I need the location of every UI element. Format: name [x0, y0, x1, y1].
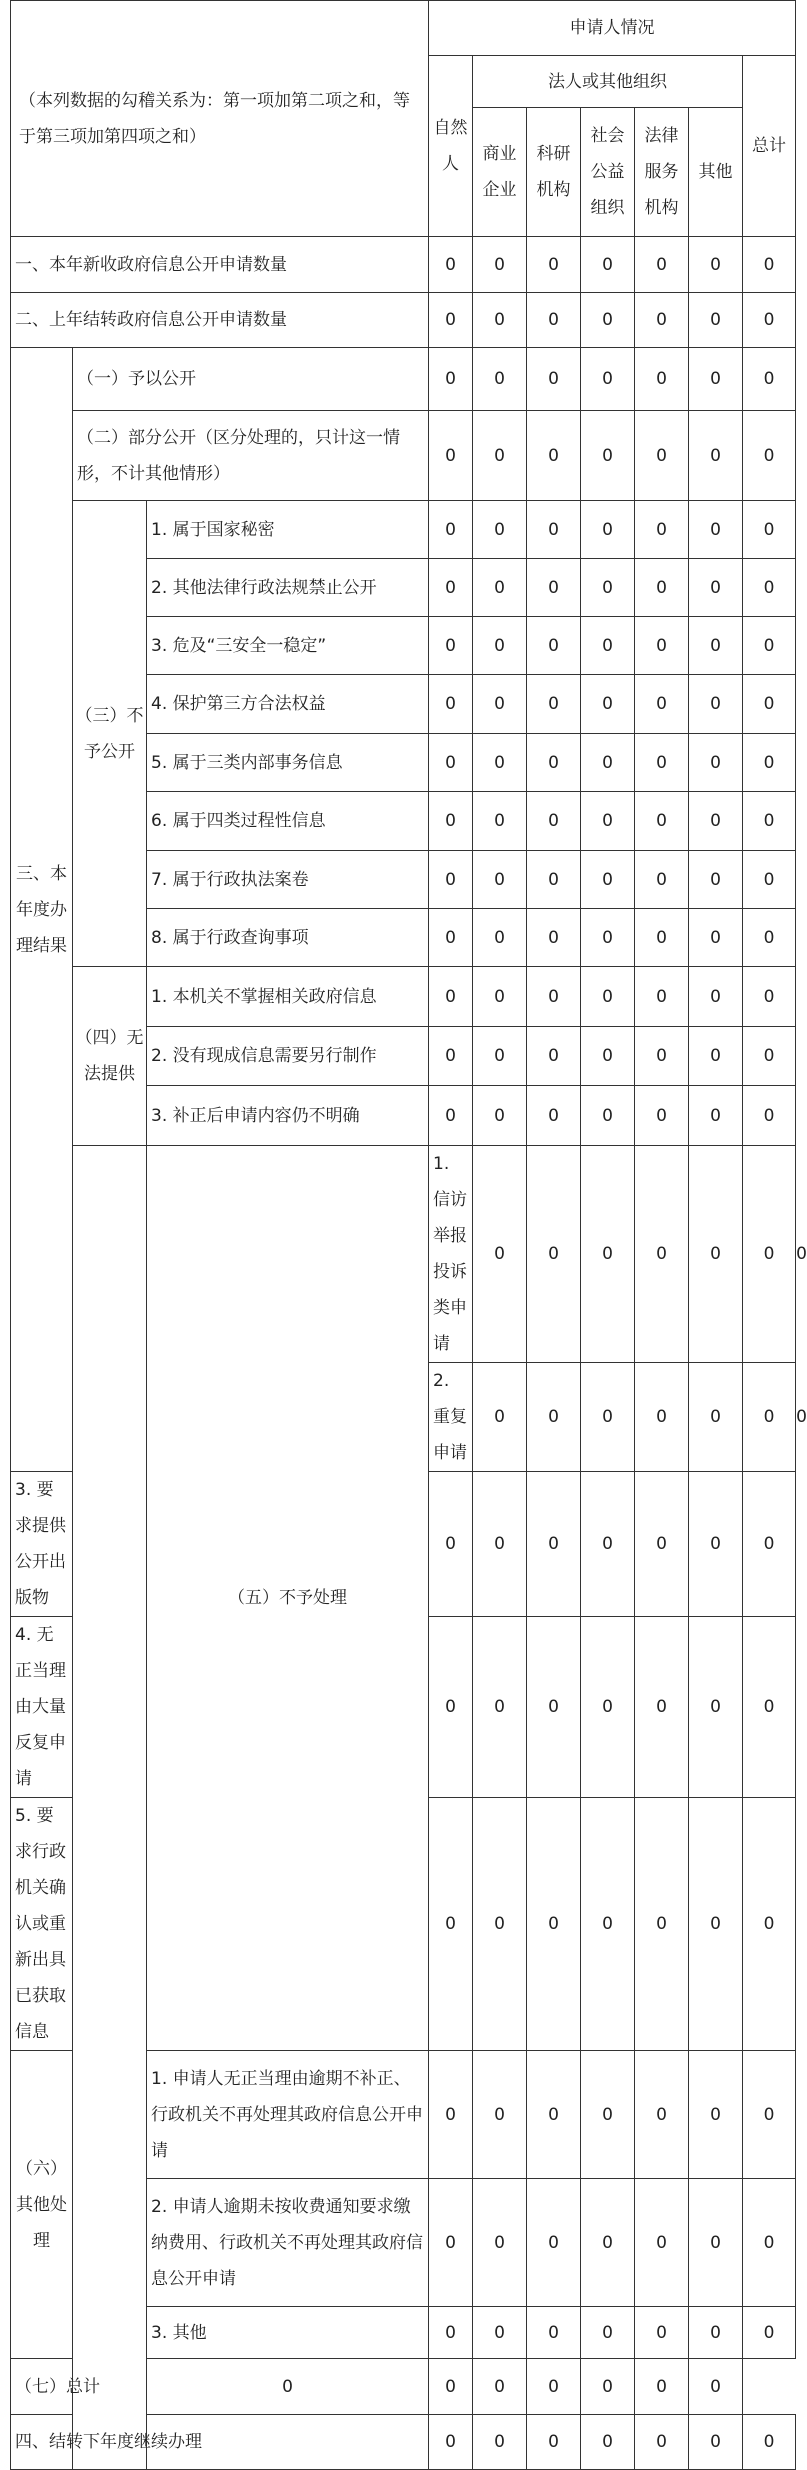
cell: 0	[635, 792, 689, 851]
cell: 0	[527, 501, 581, 559]
group-three-label: （三）不予公开	[73, 501, 147, 967]
item-label: 4. 保护第三方合法权益	[147, 675, 429, 734]
cell: 0	[743, 293, 796, 348]
cell: 0	[473, 1617, 527, 1798]
header-note: （本列数据的勾稽关系为：第一项加第二项之和，等于第三项加第四项之和）	[11, 1, 429, 237]
cell: 0	[527, 293, 581, 348]
col-header-legal-service: 法律服务机构	[635, 108, 689, 237]
cell: 0	[473, 1798, 527, 2051]
cell: 0	[429, 501, 473, 559]
cell: 0	[689, 501, 743, 559]
item-label: 1. 本机关不掌握相关政府信息	[147, 967, 429, 1027]
cell: 0	[635, 293, 689, 348]
cell: 0	[527, 559, 581, 617]
cell: 0	[581, 792, 635, 851]
cell: 0	[635, 2359, 689, 2415]
cell: 0	[635, 2307, 689, 2359]
cell: 0	[147, 2359, 429, 2415]
cell: 0	[473, 2051, 527, 2179]
cell: 0	[429, 2359, 473, 2415]
cell: 0	[581, 237, 635, 293]
cell: 0	[689, 967, 743, 1027]
cell: 0	[743, 1472, 796, 1617]
legal-group-header: 法人或其他组织	[473, 56, 743, 108]
cell: 0	[473, 2179, 527, 2307]
cell: 0	[689, 2179, 743, 2307]
cell: 0	[635, 734, 689, 792]
cell: 0	[581, 501, 635, 559]
cell: 0	[473, 501, 527, 559]
cell: 0	[635, 1027, 689, 1086]
table-row	[11, 293, 796, 348]
col-header-research: 科研机构	[527, 108, 581, 237]
table-row: （五）不予处理 1. 信访举报投诉类申请 0 0 0 0 0 0 0	[11, 1146, 796, 1363]
item-label: 5. 要求行政机关确认或重新出具已获取信息	[11, 1798, 73, 2051]
cell: 0	[473, 1086, 527, 1146]
cell: 0	[527, 2179, 581, 2307]
cell: 0	[689, 2051, 743, 2179]
cell: 0	[527, 1798, 581, 2051]
item-label: 3. 补正后申请内容仍不明确	[147, 1086, 429, 1146]
cell: 0	[581, 617, 635, 675]
cell: 0	[743, 1798, 796, 2051]
cell: 0	[743, 909, 796, 967]
cell: 0	[581, 559, 635, 617]
cell: 0	[429, 1798, 473, 2051]
cell: 0	[581, 1472, 635, 1617]
cell: 0	[635, 851, 689, 909]
cell: 0	[429, 2307, 473, 2359]
cell: 0	[689, 792, 743, 851]
cell: 0	[429, 1086, 473, 1146]
cell: 0	[635, 1146, 689, 1363]
cell: 0	[473, 967, 527, 1027]
cell: 0	[527, 792, 581, 851]
row-label: 一、本年新收政府信息公开申请数量	[11, 237, 429, 293]
item-label: 1. 申请人无正当理由逾期不补正、行政机关不再处理其政府信息公开申请	[147, 2051, 429, 2179]
cell: 0	[689, 734, 743, 792]
cell: 0	[429, 293, 473, 348]
cell: 0	[527, 617, 581, 675]
cell: 0	[581, 1363, 635, 1472]
cell: 0	[473, 734, 527, 792]
cell: 0	[743, 348, 796, 411]
cell: 0	[429, 2415, 473, 2470]
cell: 0	[527, 411, 581, 501]
item-label: 3. 其他	[147, 2307, 429, 2359]
cell: 0	[473, 559, 527, 617]
group-five-label: （五）不予处理	[147, 1146, 429, 2051]
table-row	[11, 237, 796, 293]
row-label: （七）总计	[11, 2359, 147, 2415]
cell: 0	[743, 1086, 796, 1146]
cell: 0	[473, 1146, 527, 1363]
cell: 0	[689, 2359, 743, 2415]
cell: 0	[689, 1363, 743, 1472]
cell: 0	[429, 348, 473, 411]
cell: 0	[429, 237, 473, 293]
col-header-business: 商业企业	[473, 108, 527, 237]
cell: 0	[527, 967, 581, 1027]
cell: 0	[429, 851, 473, 909]
cell: 0	[635, 559, 689, 617]
item-label: 1. 属于国家秘密	[147, 501, 429, 559]
cell: 0	[527, 1472, 581, 1617]
cell: 0	[429, 1617, 473, 1798]
table-row: 2. 重复申请 0 0 0 0 0 0 0	[11, 1363, 796, 1472]
cell: 0	[689, 851, 743, 909]
cell: 0	[635, 411, 689, 501]
cell: 0	[473, 411, 527, 501]
cell: 0	[743, 411, 796, 501]
cell: 0	[581, 1798, 635, 2051]
cell: 0	[635, 909, 689, 967]
cell: 0	[473, 1363, 527, 1472]
item-label: 3. 危及“三安全一稳定”	[147, 617, 429, 675]
row-label: 二、上年结转政府信息公开申请数量	[11, 293, 429, 348]
cell: 0	[581, 851, 635, 909]
cell: 0	[473, 909, 527, 967]
item-label: 2. 其他法律行政法规禁止公开	[147, 559, 429, 617]
cell: 0	[429, 411, 473, 501]
item-label: 5. 属于三类内部事务信息	[147, 734, 429, 792]
cell: 0	[527, 851, 581, 909]
cell: 0	[635, 1617, 689, 1798]
cell: 0	[689, 293, 743, 348]
cell: 0	[743, 559, 796, 617]
col-header-other: 其他	[689, 108, 743, 237]
cell: 0	[689, 411, 743, 501]
cell: 0	[635, 617, 689, 675]
cell: 0	[429, 617, 473, 675]
cell: 0	[635, 1363, 689, 1472]
cell: 0	[635, 967, 689, 1027]
cell: 0	[743, 2307, 796, 2359]
cell: 0	[689, 2415, 743, 2470]
total-header: 总计	[743, 56, 796, 237]
cell: 0	[527, 1617, 581, 1798]
cell: 0	[429, 2179, 473, 2307]
cell: 0	[743, 617, 796, 675]
cell: 0	[429, 967, 473, 1027]
cell: 0	[743, 967, 796, 1027]
item-label: 1. 信访举报投诉类申请	[429, 1146, 473, 1363]
cell: 0	[429, 792, 473, 851]
cell: 0	[527, 1086, 581, 1146]
cell: 0	[635, 2415, 689, 2470]
cell: 0	[581, 1086, 635, 1146]
cell: 0	[689, 1472, 743, 1617]
section-three-label: 三、本年度办理结果	[11, 348, 73, 1472]
cell: 0	[527, 1146, 581, 1363]
cell: 0	[689, 1617, 743, 1798]
cell: 0	[635, 1086, 689, 1146]
cell: 0	[581, 675, 635, 734]
cell: 0	[743, 2051, 796, 2179]
cell: 0	[527, 909, 581, 967]
cell: 0	[743, 1027, 796, 1086]
cell: 0	[473, 1027, 527, 1086]
cell: 0	[635, 501, 689, 559]
item-label: 3. 要求提供公开出版物	[11, 1472, 73, 1617]
cell: 0	[581, 348, 635, 411]
cell: 0	[429, 559, 473, 617]
cell: 0	[743, 1146, 796, 1363]
cell: 0	[473, 293, 527, 348]
cell: 0	[581, 2415, 635, 2470]
cell: 0	[473, 2307, 527, 2359]
cell: 0	[689, 1086, 743, 1146]
cell: 0	[743, 237, 796, 293]
cell: 0	[527, 2415, 581, 2470]
cell: 0	[473, 2359, 527, 2415]
cell: 0	[527, 1363, 581, 1472]
cell: 0	[689, 1027, 743, 1086]
cell: 0	[689, 617, 743, 675]
cell: 0	[743, 1363, 796, 1472]
cell: 0	[743, 2415, 796, 2470]
cell: 0	[635, 237, 689, 293]
cell: 0	[743, 851, 796, 909]
cell: 0	[429, 675, 473, 734]
cell: 0	[527, 675, 581, 734]
cell: 0	[473, 237, 527, 293]
cell: 0	[581, 1146, 635, 1363]
cell: 0	[581, 2179, 635, 2307]
cell: 0	[527, 348, 581, 411]
item-label: 4. 无正当理由大量反复申请	[11, 1617, 73, 1798]
cell: 0	[473, 2415, 527, 2470]
cell: 0	[473, 348, 527, 411]
section-three-continuation	[73, 1146, 147, 2470]
natural-person-header: 自然人	[429, 56, 473, 237]
cell: 0	[689, 909, 743, 967]
cell: 0	[429, 734, 473, 792]
cell: 0	[581, 967, 635, 1027]
cell: 0	[581, 2051, 635, 2179]
cell: 0	[581, 411, 635, 501]
cell: 0	[689, 1798, 743, 2051]
cell: 0	[473, 675, 527, 734]
cell: 0	[689, 1146, 743, 1363]
item-label: 8. 属于行政查询事项	[147, 909, 429, 967]
applicant-header: 申请人情况	[429, 1, 796, 56]
cell: 0	[581, 2359, 635, 2415]
cell: 0	[473, 851, 527, 909]
row-label: 四、结转下年度继续办理	[11, 2415, 429, 2470]
cell: 0	[635, 2179, 689, 2307]
cell: 0	[527, 2051, 581, 2179]
cell: 0	[743, 675, 796, 734]
cell: 0	[581, 734, 635, 792]
cell: 0	[743, 734, 796, 792]
item-label: 6. 属于四类过程性信息	[147, 792, 429, 851]
cell: 0	[473, 792, 527, 851]
cell: 0	[743, 2179, 796, 2307]
cell: 0	[689, 559, 743, 617]
table-row	[11, 348, 796, 411]
cell: 0	[743, 1617, 796, 1798]
cell: 0	[635, 348, 689, 411]
cell: 0	[581, 1027, 635, 1086]
disclosure-table	[10, 0, 807, 2470]
item-label: 2. 没有现成信息需要另行制作	[147, 1027, 429, 1086]
cell: 0	[689, 675, 743, 734]
cell: 0	[473, 617, 527, 675]
cell: 0	[527, 2359, 581, 2415]
table-row	[11, 2415, 796, 2470]
item-label: 2. 重复申请	[429, 1363, 473, 1472]
cell: 0	[581, 2307, 635, 2359]
table-row	[11, 501, 796, 559]
cell: 0	[581, 1617, 635, 1798]
row-label: （二）部分公开（区分处理的，只计这一情形，不计其他情形）	[73, 411, 429, 501]
cell: 0	[635, 675, 689, 734]
cell: 0	[429, 2051, 473, 2179]
cell: 0	[429, 1472, 473, 1617]
cell: 0	[635, 1472, 689, 1617]
item-label: 2. 申请人逾期未按收费通知要求缴纳费用、行政机关不再处理其政府信息公开申请	[147, 2179, 429, 2307]
cell: 0	[527, 237, 581, 293]
cell: 0	[689, 237, 743, 293]
cell: 0	[527, 2307, 581, 2359]
cell: 0	[689, 2307, 743, 2359]
cell: 0	[743, 792, 796, 851]
group-six-label: （六）其他处理	[11, 2051, 73, 2359]
cell: 0	[429, 909, 473, 967]
cell: 0	[581, 293, 635, 348]
cell: 0	[689, 348, 743, 411]
cell: 0	[429, 1027, 473, 1086]
cell: 0	[527, 734, 581, 792]
cell: 0	[743, 501, 796, 559]
table-row	[11, 411, 796, 501]
row-label: （一）予以公开	[73, 348, 429, 411]
cell: 0	[635, 1798, 689, 2051]
table-row	[11, 2359, 796, 2415]
cell: 0	[635, 2051, 689, 2179]
cell: 0	[473, 1472, 527, 1617]
col-header-public-welfare: 社会公益组织	[581, 108, 635, 237]
table-row	[11, 967, 796, 1027]
cell: 0	[527, 1027, 581, 1086]
cell: 0	[581, 909, 635, 967]
group-four-label: （四）无法提供	[73, 967, 147, 1146]
item-label: 7. 属于行政执法案卷	[147, 851, 429, 909]
